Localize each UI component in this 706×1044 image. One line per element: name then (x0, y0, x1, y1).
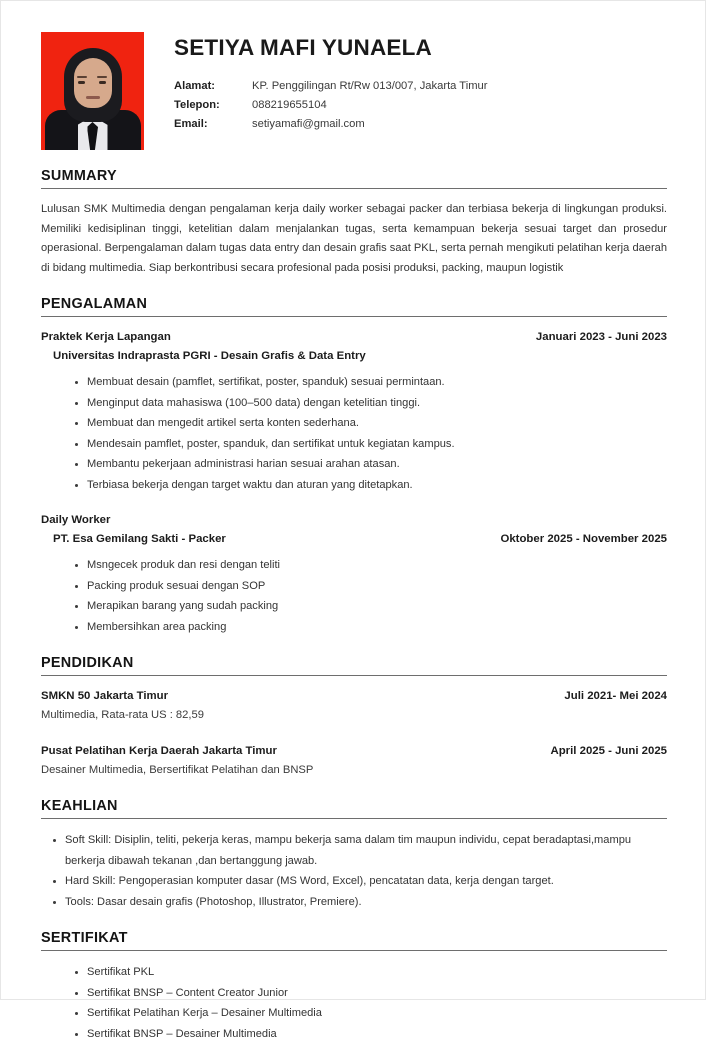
contact-label-email: Email: (174, 117, 208, 130)
section-title-education: PENDIDIKAN (41, 655, 134, 672)
skills-bullet-list (41, 830, 667, 912)
experience-bullet-list (41, 555, 667, 637)
education-detail: Multimedia, Rata-rata US : 82,59 (41, 709, 204, 722)
education-entry-headline (41, 687, 667, 706)
photo-eyebrow-left (77, 76, 87, 78)
list-item: Terbiasa bekerja dengan target waktu dan aturan yang ditetapkan. (75, 475, 667, 496)
list-item: Membantu pekerjaan administrasi harian sesuai arahan atasan. (75, 454, 667, 475)
section-title-skills: KEAHLIAN (41, 798, 118, 815)
photo-eye-left (78, 81, 85, 84)
contact-row-phone (174, 96, 667, 115)
experience-date: Oktober 2025 - November 2025 (500, 533, 667, 546)
contact-value-email: setiyamafi@gmail.com (252, 117, 365, 130)
skills-wrapper (41, 830, 667, 912)
certificates-wrapper (41, 962, 667, 1044)
resume-header (41, 27, 667, 150)
section-rule-skills (41, 818, 667, 819)
list-item: Sertifikat BNSP – Desainer Multimedia (75, 1024, 667, 1044)
contact-value-address: KP. Penggilingan Rt/Rw 013/007, Jakarta Timur (252, 79, 488, 92)
candidate-name: SETIYA MAFI YUNAELA (174, 35, 433, 60)
section-summary (41, 168, 667, 278)
section-certificates (41, 930, 667, 1044)
experience-entry (41, 328, 667, 495)
list-item: Soft Skill: Disiplin, teliti, pekerja keras, mampu bekerja sama dalam tim maupun individu, cepat beradaptasi,mampu berkerja dibawah tekanan ,dan bertanggung jawab. (53, 830, 667, 871)
list-item: Membersihkan area packing (75, 617, 667, 638)
section-title-summary: SUMMARY (41, 168, 117, 184)
education-date: April 2025 - Juni 2025 (550, 745, 667, 758)
education-school: SMKN 50 Jakarta Timur (41, 690, 169, 703)
experience-organization: Universitas Indraprasta PGRI - Desain Grafis & Data Entry (53, 350, 366, 363)
section-skills (41, 798, 667, 912)
education-entry-headline (41, 742, 667, 761)
experience-bullet-list (41, 372, 667, 495)
section-title-certificates: SERTIFIKAT (41, 930, 128, 947)
contact-label-phone: Telepon: (174, 98, 220, 111)
experience-organization: PT. Esa Gemilang Sakti - Packer (53, 533, 226, 546)
contact-label-address: Alamat: (174, 79, 216, 92)
list-item: Membuat dan mengedit artikel serta konten sederhana. (75, 413, 667, 434)
section-education (41, 655, 667, 780)
list-item: Membuat desain (pamflet, sertifikat, poster, spanduk) sesuai permintaan. (75, 372, 667, 393)
list-item: Sertifikat PKL (75, 962, 667, 983)
certificates-bullet-list (41, 962, 667, 1044)
list-item: Merapikan barang yang sudah packing (75, 596, 667, 617)
list-item: Menginput data mahasiswa (100–500 data) dengan ketelitian tinggi. (75, 393, 667, 414)
photo-eyebrow-right (97, 76, 107, 78)
experience-entry-headline (41, 530, 667, 549)
education-school: Pusat Pelatihan Kerja Daerah Jakarta Timur (41, 745, 277, 758)
section-title-experience: PENGALAMAN (41, 296, 148, 313)
experience-entry (41, 511, 667, 637)
section-rule-summary (41, 188, 667, 189)
header-text-block (174, 32, 667, 134)
education-entry (41, 687, 667, 725)
list-item: Sertifikat Pelatihan Kerja – Desainer Multimedia (75, 1003, 667, 1024)
list-item: Mendesain pamflet, poster, spanduk, dan sertifikat untuk kegiatan kampus. (75, 434, 667, 455)
photo-eye-right (99, 81, 106, 84)
contact-row-address (174, 77, 667, 96)
education-date: Juli 2021- Mei 2024 (564, 690, 667, 703)
contact-value-phone: 088219655104 (252, 98, 327, 111)
experience-entry-headline (41, 328, 667, 347)
section-rule-experience (41, 316, 667, 317)
resume-content (1, 1, 705, 1044)
section-rule-education (41, 675, 667, 676)
list-item: Hard Skill: Pengoperasian komputer dasar (MS Word, Excel), pencatatan data, kerja dengan target. (53, 871, 667, 892)
summary-paragraph: Lulusan SMK Multimedia dengan pengalaman kerja daily worker sebagai packer dan terbiasa bekerja di lingkungan produksi. Memiliki kedisiplinan tinggi, ketelitian dalam menjalankan tugas, serta kemampuan bekerja sesuai target dan prosedur operasional. Berpengalaman dalam tugas data entry dan desain grafis saat PKL, serta pernah mengikuti pelatihan kerja daerah di bidang multimedia. Siap berkontribusi secara profesional pada posisi produksi, packing, maupun logistik (41, 203, 667, 274)
list-item: Sertifikat BNSP – Content Creator Junior (75, 983, 667, 1004)
list-item: Tools: Dasar desain grafis (Photoshop, Illustrator, Premiere). (53, 892, 667, 913)
section-experience (41, 296, 667, 637)
education-entry (41, 742, 667, 780)
list-item: Msngecek produk dan resi dengan teliti (75, 555, 667, 576)
section-rule-certificates (41, 950, 667, 951)
list-item: Packing produk sesuai dengan SOP (75, 576, 667, 597)
experience-role: Daily Worker (41, 514, 111, 527)
education-detail: Desainer Multimedia, Bersertifikat Pelatihan dan BNSP (41, 764, 314, 777)
photo-mouth (86, 96, 100, 99)
experience-date: Januari 2023 - Juni 2023 (535, 331, 667, 344)
experience-role: Praktek Kerja Lapangan (41, 331, 171, 344)
contact-row-email (174, 115, 667, 134)
profile-photo (41, 32, 144, 150)
